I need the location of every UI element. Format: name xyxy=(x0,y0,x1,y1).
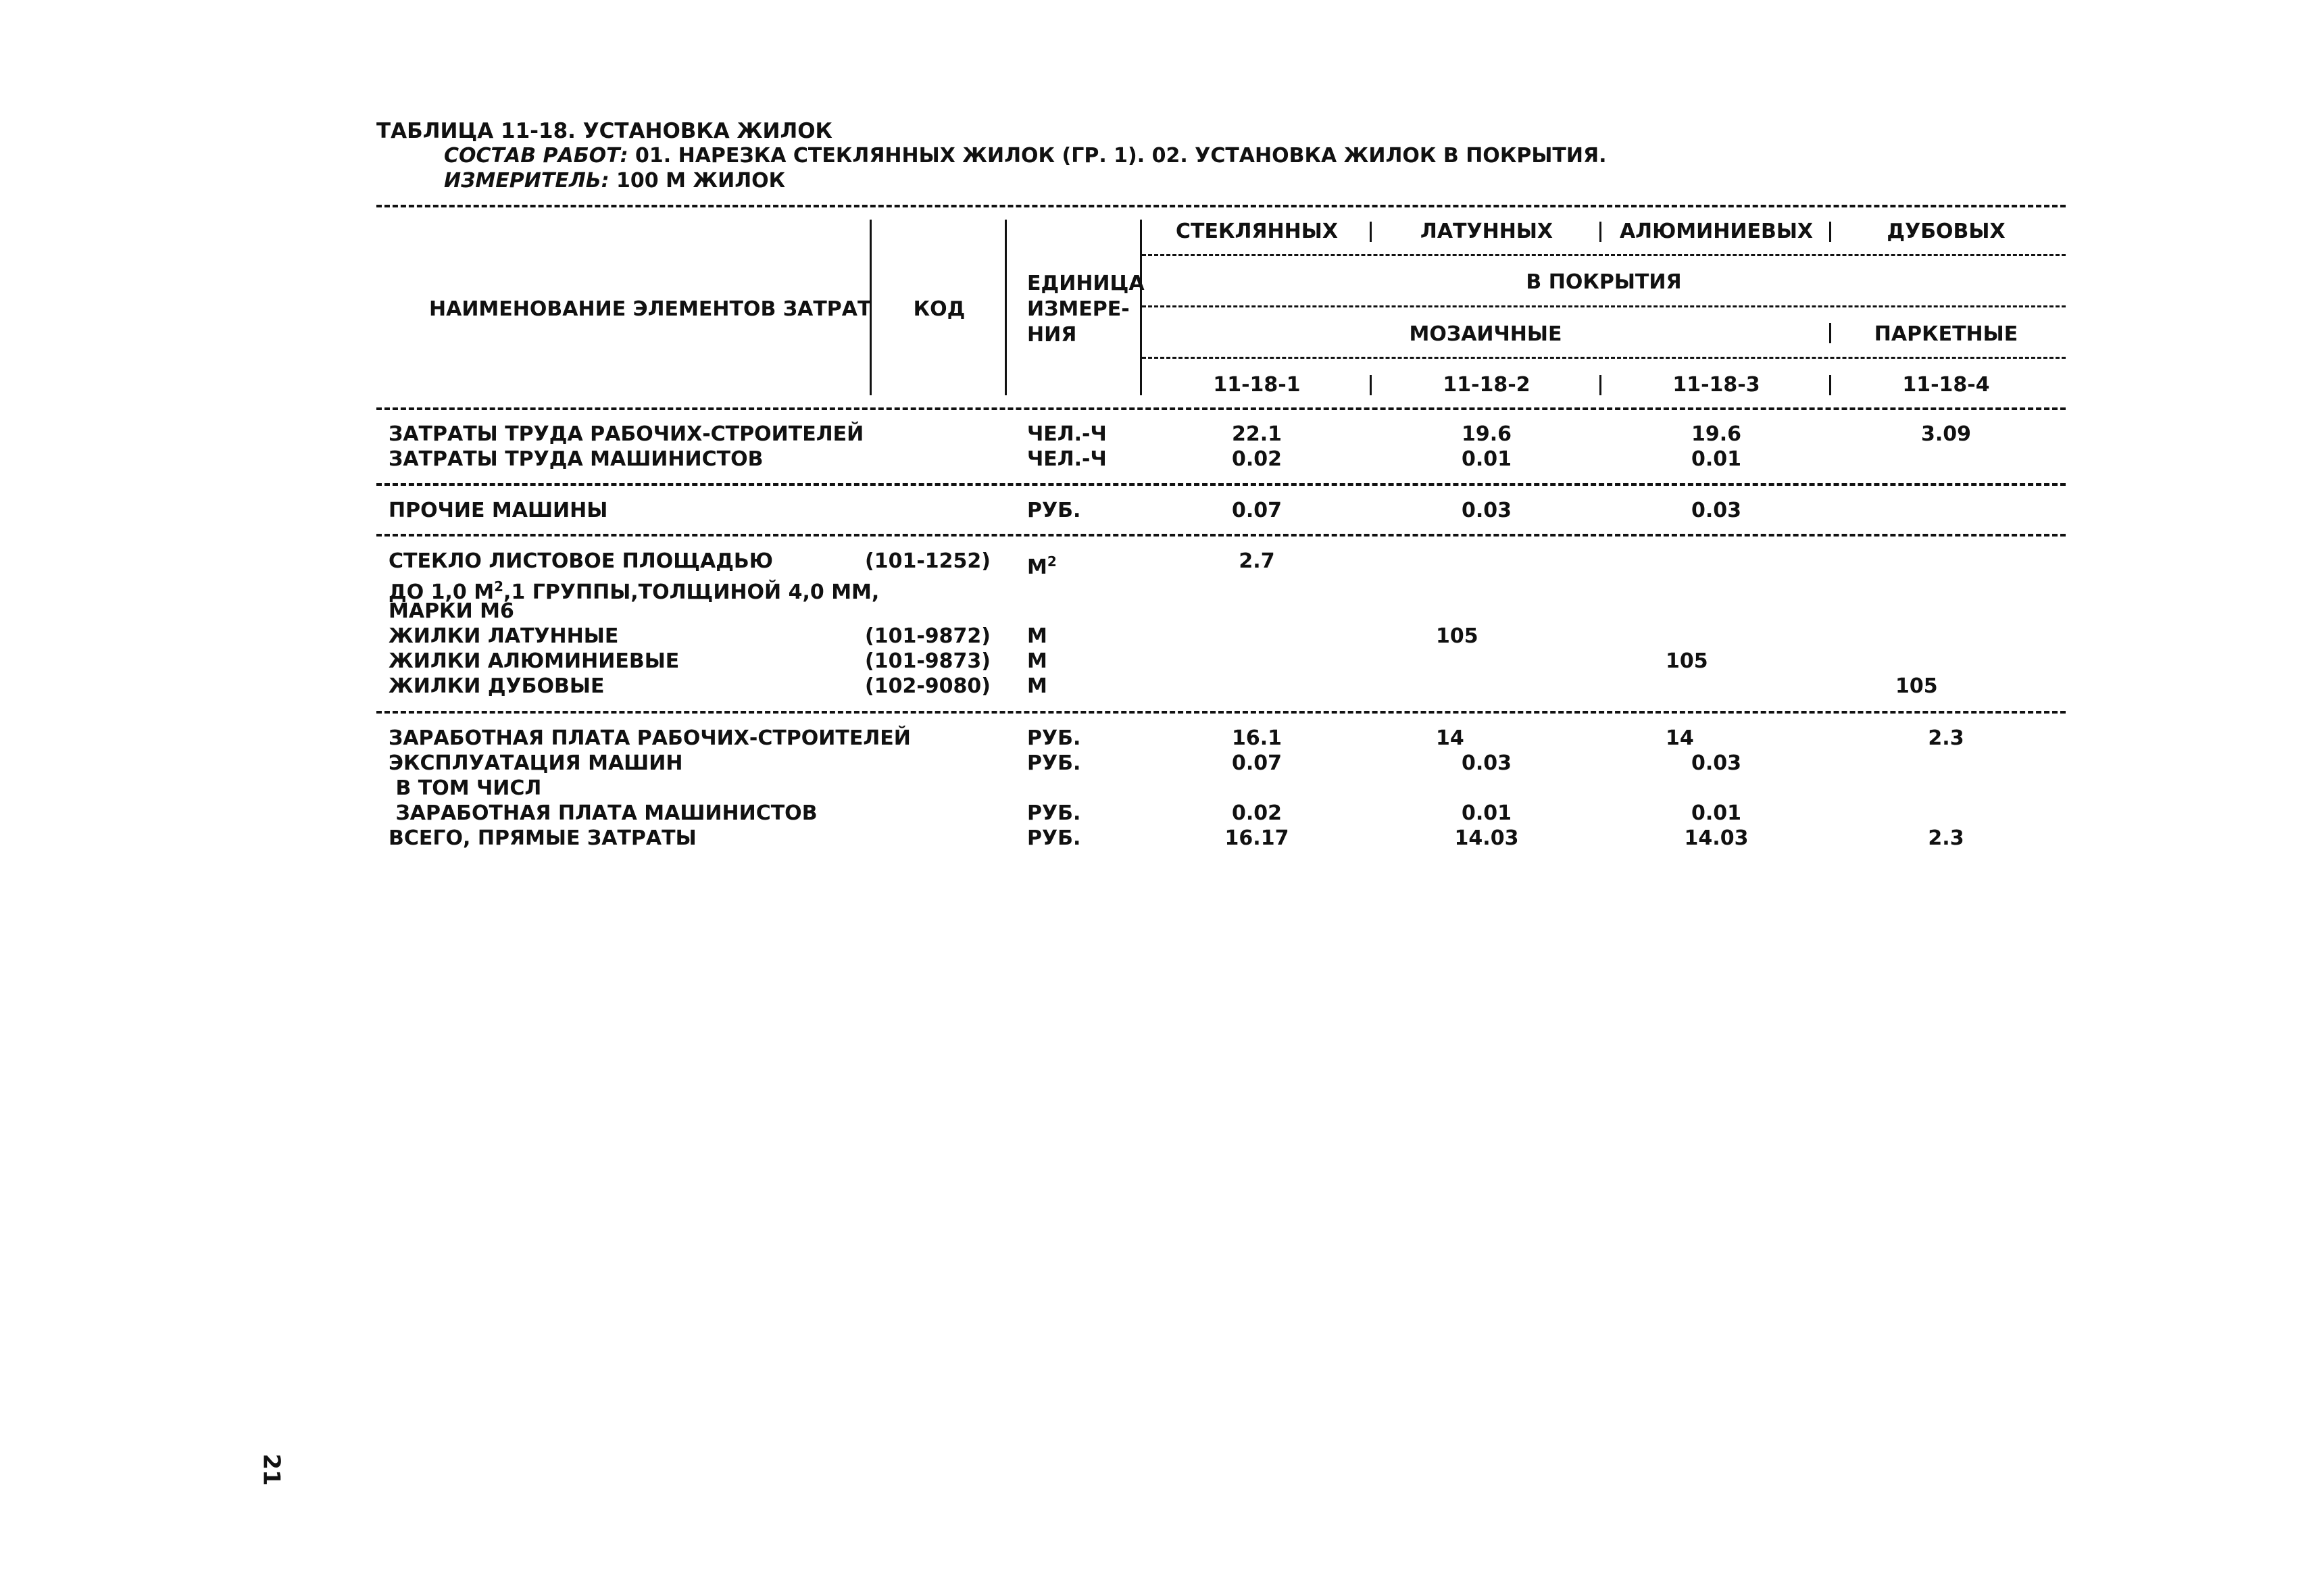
header-material-1: СТЕКЛЯННЫХ xyxy=(1176,220,1338,243)
row-name: ЭКСПЛУАТАЦИЯ МАШИН xyxy=(389,751,683,775)
row-unit: $М^2$ xyxy=(1027,553,1057,579)
row-value-2: 0.01 xyxy=(1461,801,1512,825)
row-value-3: 0.03 xyxy=(1691,751,1742,775)
row-name: ЖИЛКИ ДУБОВЫЕ xyxy=(389,674,605,698)
row-value-2: 14.03 xyxy=(1454,826,1519,850)
row-value-4: 3.09 xyxy=(1920,422,1972,446)
row-value-4: 2.3 xyxy=(1928,726,1964,750)
row-value-1: 0.02 xyxy=(1231,801,1283,825)
unit-label: ИЗМЕРИТЕЛЬ: xyxy=(444,169,609,193)
row-name: ЖИЛКИ ЛАТУННЫЕ xyxy=(389,624,619,648)
header-code-col: КОД xyxy=(913,297,966,321)
row-value-2: 19.6 xyxy=(1461,422,1512,446)
row-value-1: 16.1 xyxy=(1231,726,1283,750)
row-name: СТЕКЛО ЛИСТОВОЕ ПЛОЩАДЬЮ xyxy=(389,549,773,573)
header-code-2: 11-18-2 xyxy=(1443,373,1530,397)
row-value-4: 2.3 xyxy=(1928,826,1964,850)
row-value-1: 0.07 xyxy=(1231,499,1283,522)
header-divider-values xyxy=(1140,220,1142,395)
section-rule-1 xyxy=(376,483,2066,486)
row-code: (101-9873) xyxy=(865,649,991,673)
header-divider-c2 xyxy=(1599,375,1601,395)
composition-line xyxy=(444,144,1606,168)
header-subgroup-mosaic: МОЗАИЧНЫЕ xyxy=(1409,322,1562,346)
header-code-1: 11-18-1 xyxy=(1213,373,1301,397)
row-value-3: 14 xyxy=(1666,726,1694,750)
row-unit: М xyxy=(1027,624,1047,648)
header-code-4: 11-18-4 xyxy=(1902,373,1990,397)
row-value-3: 105 xyxy=(1666,649,1708,673)
row-value-1: 16.17 xyxy=(1224,826,1289,850)
header-subgroup-parquet: ПАРКЕТНЫЕ xyxy=(1874,322,2018,346)
unit-line xyxy=(444,169,785,193)
section-rule-3 xyxy=(376,711,2066,714)
page-number: 21 xyxy=(257,1453,285,1486)
row-name: МАРКИ М6 xyxy=(389,599,514,623)
row-unit: ЧЕЛ.-Ч xyxy=(1027,447,1107,471)
header-rule-1 xyxy=(1142,254,2066,256)
header-top-rule xyxy=(376,205,2066,207)
row-value-1: 2.7 xyxy=(1239,549,1275,573)
header-rule-3 xyxy=(1142,357,2066,359)
row-value-2: 105 xyxy=(1436,624,1478,648)
row-value-4: 105 xyxy=(1895,674,1938,698)
unit-superscript: 2 xyxy=(1047,553,1057,570)
composition-text: 01. НАРЕЗКА СТЕКЛЯННЫХ ЖИЛОК (ГР. 1). 02. УСТАНОВКА ЖИЛОК В ПОКРЫТИЯ. xyxy=(628,144,1607,168)
row-name: В ТОМ ЧИСЛ xyxy=(389,776,542,800)
header-name-col: НАИМЕНОВАНИЕ ЭЛЕМЕНТОВ ЗАТРАТ xyxy=(429,297,872,321)
header-bottom-rule xyxy=(376,407,2066,410)
composition-label: СОСТАВ РАБОТ: xyxy=(444,144,628,168)
row-name: ЗАРАБОТНАЯ ПЛАТА МАШИНИСТОВ xyxy=(389,801,818,825)
header-rule-2 xyxy=(1142,305,2066,307)
row-value-3: 14.03 xyxy=(1684,826,1749,850)
header-divider-m3 xyxy=(1829,222,1831,242)
row-name: ЗАТРАТЫ ТРУДА МАШИНИСТОВ xyxy=(389,447,764,471)
row-value-3: 0.01 xyxy=(1691,801,1742,825)
header-divider-c3 xyxy=(1829,375,1831,395)
row-name: ДО 1,0 $М^2,1$ ГРУППЫ,ТОЛЩИНОЙ 4,0 ММ, xyxy=(389,578,880,604)
header-unit-line-2: ИЗМЕРЕ- xyxy=(1027,297,1130,321)
row-value-3: 0.03 xyxy=(1691,499,1742,522)
row-code: (101-1252) xyxy=(865,549,991,573)
unit-text: 100 М ЖИЛОК xyxy=(609,169,786,193)
row-name: ВСЕГО, ПРЯМЫЕ ЗАТРАТЫ xyxy=(389,826,697,850)
header-group-label: В ПОКРЫТИЯ xyxy=(1526,270,1682,294)
header-material-2: ЛАТУННЫХ xyxy=(1420,220,1553,243)
header-unit-line-3: НИЯ xyxy=(1027,323,1077,347)
row-value-2: 0.03 xyxy=(1461,499,1512,522)
unit-superscript: 2 xyxy=(494,578,504,595)
header-divider-m2 xyxy=(1599,222,1601,242)
row-name: ПРОЧИЕ МАШИНЫ xyxy=(389,499,608,522)
row-unit: М xyxy=(1027,649,1047,673)
row-value-2: 0.03 xyxy=(1461,751,1512,775)
header-divider-unit xyxy=(1005,220,1007,395)
header-material-4: ДУБОВЫХ xyxy=(1887,220,2006,243)
row-code: (102-9080) xyxy=(865,674,991,698)
header-divider-sub xyxy=(1829,323,1831,343)
header-material-3: АЛЮМИНИЕВЫХ xyxy=(1619,220,1814,243)
row-name: ЗАРАБОТНАЯ ПЛАТА РАБОЧИХ-СТРОИТЕЛЕЙ xyxy=(389,726,911,750)
row-value-1: 0.02 xyxy=(1231,447,1283,471)
table-title: ТАБЛИЦА 11-18. УСТАНОВКА ЖИЛОК xyxy=(376,119,832,143)
header-code-3: 11-18-3 xyxy=(1672,373,1760,397)
header-divider-c1 xyxy=(1370,375,1372,395)
row-code: (101-9872) xyxy=(865,624,991,648)
row-name: ЖИЛКИ АЛЮМИНИЕВЫЕ xyxy=(389,649,680,673)
row-value-2: 0.01 xyxy=(1461,447,1512,471)
row-value-2: 14 xyxy=(1436,726,1464,750)
header-divider-m1 xyxy=(1370,222,1372,242)
row-value-1: 0.07 xyxy=(1231,751,1283,775)
row-unit: РУБ. xyxy=(1027,499,1081,522)
row-unit: РУБ. xyxy=(1027,801,1081,825)
section-rule-2 xyxy=(376,534,2066,537)
row-unit: РУБ. xyxy=(1027,826,1081,850)
row-value-3: 0.01 xyxy=(1691,447,1742,471)
row-unit: ЧЕЛ.-Ч xyxy=(1027,422,1107,446)
row-value-3: 19.6 xyxy=(1691,422,1742,446)
row-unit: РУБ. xyxy=(1027,726,1081,750)
header-unit-line-1: ЕДИНИЦА xyxy=(1027,272,1145,295)
row-unit: М xyxy=(1027,674,1047,698)
row-name: ЗАТРАТЫ ТРУДА РАБОЧИХ-СТРОИТЕЛЕЙ xyxy=(389,422,864,446)
row-value-1: 22.1 xyxy=(1231,422,1283,446)
row-unit: РУБ. xyxy=(1027,751,1081,775)
